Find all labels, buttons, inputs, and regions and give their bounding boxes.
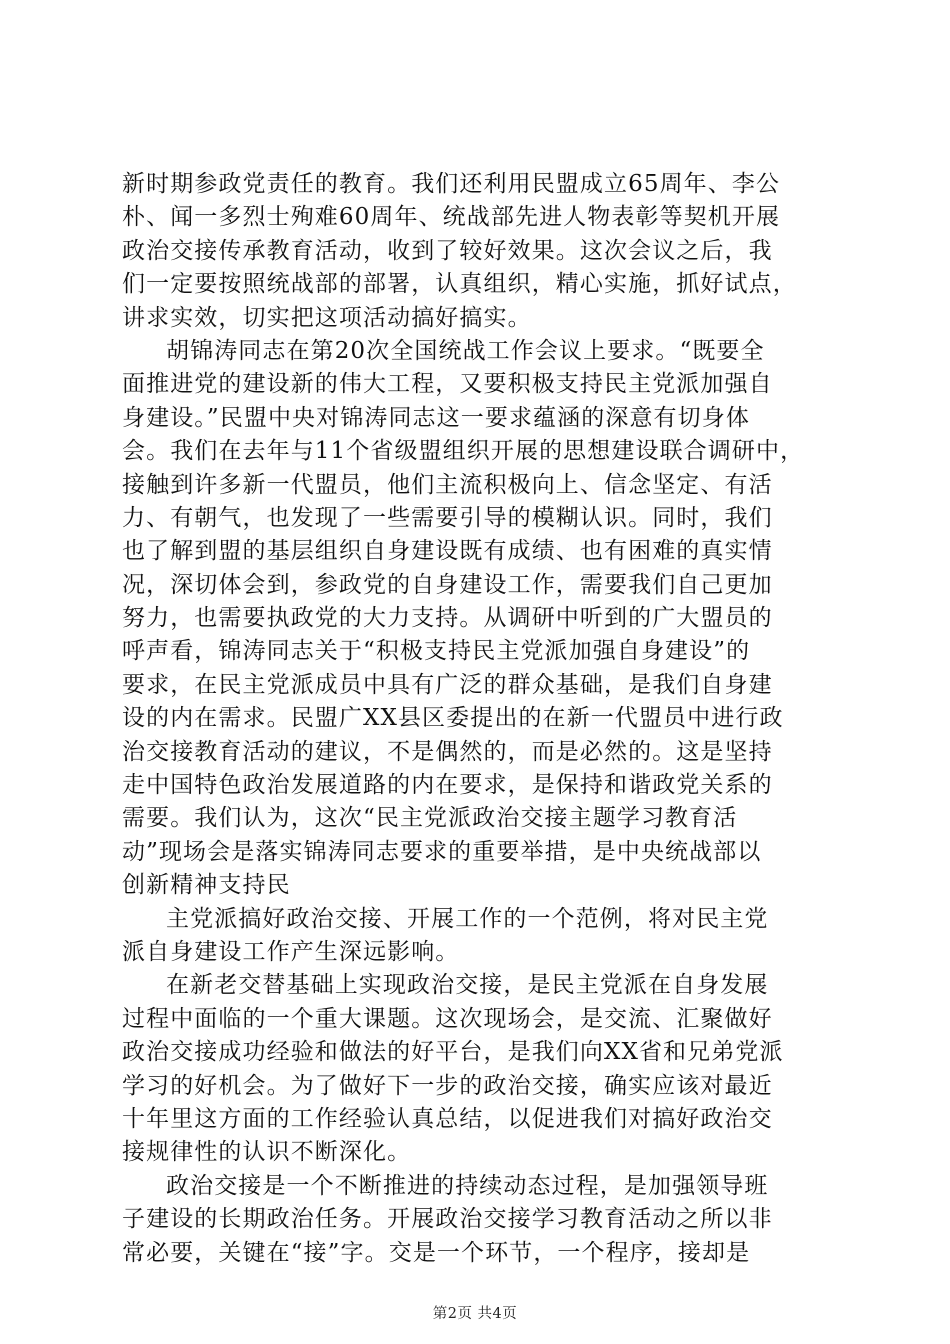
text-line: 政治交接成功经验和做法的好平台，是我们向XX省和兄弟党派 <box>122 1039 784 1066</box>
text-line: 动”现场会是落实锦涛同志要求的重要举措，是中央统战部以 <box>122 838 762 865</box>
text-line: 也了解到盟的基层组织自身建设既有成绩、也有困难的真实情 <box>122 538 773 565</box>
text-line: 接触到许多新一代盟员，他们主流积极向上、信念坚定、有活 <box>122 471 773 498</box>
text-line: 常必要，关键在“接”字。交是一个环节，一个程序，接却是 <box>122 1239 751 1266</box>
text-line: 们一定要按照统战部的部署，认真组织，精心实施，抓好试点， <box>122 271 797 298</box>
text-line: 派自身建设工作产生深远影响。 <box>122 938 460 965</box>
text-line: 朴、闻一多烈士殉难60周年、统战部先进人物表彰等契机开展 <box>122 204 781 231</box>
text-line: 新时期参政党责任的教育。我们还利用民盟成立65周年、李公 <box>122 171 781 197</box>
text-line: 走中国特色政治发展道路的内在要求，是保持和谐政党关系的 <box>122 772 773 799</box>
text-line: 在新老交替基础上实现政治交接，是民主党派在自身发展 <box>166 972 769 999</box>
text-line: 身建设。”民盟中央对锦涛同志这一要求蕴涵的深意有切身体 <box>122 404 750 431</box>
text-line: 况，深切体会到，参政党的自身建设工作，需要我们自己更加 <box>122 571 773 598</box>
text-line: 力、有朝气，也发现了一些需要引导的模糊认识。同时，我们 <box>122 504 773 531</box>
text-line: 要求，在民主党派成员中具有广泛的群众基础，是我们自身建 <box>122 671 773 698</box>
text-line: 呼声看，锦涛同志关于“积极支持民主党派加强自身建设”的 <box>122 638 751 665</box>
text-line: 十年里这方面的工作经验认真总结，以促进我们对搞好政治交 <box>122 1105 773 1132</box>
text-line: 治交接教育活动的建议，不是偶然的，而是必然的。这是坚持 <box>122 738 773 765</box>
text-line: 过程中面临的一个重大课题。这次现场会，是交流、汇聚做好 <box>122 1005 773 1032</box>
text-line: 努力，也需要执政党的大力支持。从调研中听到的广大盟员的 <box>122 605 773 632</box>
text-line: 讲求实效，切实把这项活动搞好搞实。 <box>122 304 532 331</box>
text-line: 政治交接是一个不断推进的持续动态过程，是加强领导班 <box>166 1172 769 1199</box>
text-line: 主党派搞好政治交接、开展工作的一个范例，将对民主党 <box>166 905 769 932</box>
text-line: 胡锦涛同志在第20次全国统战工作会议上要求。“既要全 <box>166 337 765 364</box>
text-line: 会。我们在去年与11个省级盟组织开展的思想建设联合调研中， <box>122 438 805 465</box>
text-line: 需要。我们认为，这次“民主党派政治交接主题学习教育活 <box>122 805 738 832</box>
text-line: 接规律性的认识不断深化。 <box>122 1139 412 1166</box>
text-line: 子建设的长期政治任务。开展政治交接学习教育活动之所以非 <box>122 1206 773 1233</box>
text-line: 面推进党的建设新的伟大工程，又要积极支持民主党派加强自 <box>122 371 773 398</box>
page-footer: 第2页 共4页 <box>432 1306 518 1322</box>
text-line: 学习的好机会。为了做好下一步的政治交接，确实应该对最近 <box>122 1072 773 1099</box>
text-line: 创新精神支持民 <box>122 872 291 899</box>
text-line: 设的内在需求。民盟广XX县区委提出的在新一代盟员中进行政 <box>122 705 784 732</box>
document-body <box>122 168 832 1270</box>
text-line: 政治交接传承教育活动，收到了较好效果。这次会议之后，我 <box>122 237 773 264</box>
